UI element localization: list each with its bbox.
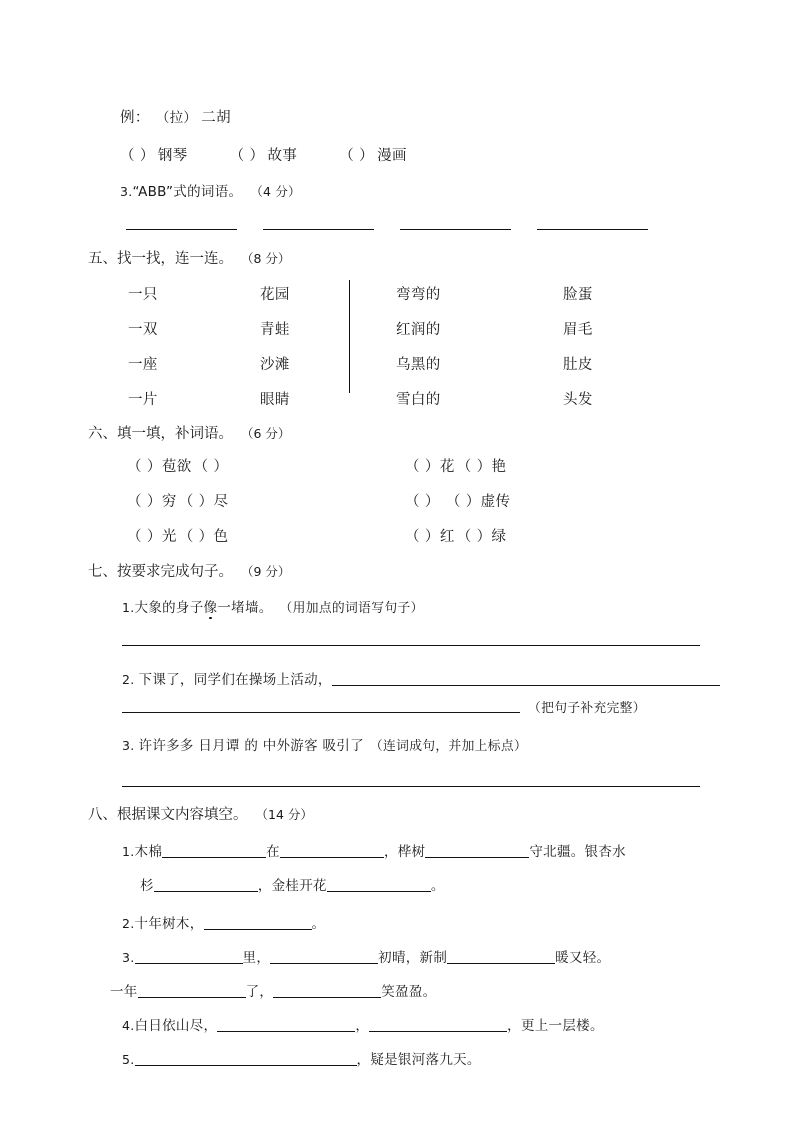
idiom-2-r-paren1[interactable]: （ ） — [405, 494, 440, 510]
fill-3-blank-5[interactable] — [273, 983, 381, 998]
sentence-item-3-number: 3. — [122, 738, 135, 753]
blank-paren-2[interactable]: （ ） — [229, 148, 265, 164]
match-left-a-4-label: 一片 — [128, 392, 158, 408]
section-5-heading — [88, 247, 290, 268]
match-left-a-2-label: 一双 — [128, 322, 158, 338]
fill-3-t6: 笑盈盈。 — [381, 984, 437, 1000]
fill-3-t4: 一年 — [110, 984, 138, 1000]
match-right-b-4-label: 头发 — [563, 392, 593, 408]
match-left-b-1-label: 花园 — [260, 287, 290, 303]
fill-3-t3: 暖又轻。 — [555, 950, 611, 966]
sentence-item-2-hint — [528, 697, 646, 716]
fill-1-blank-3[interactable] — [425, 843, 529, 858]
fill-3-t1: 里， — [242, 950, 271, 966]
sentence-item-1-answer-line[interactable] — [122, 645, 700, 646]
fill-1-blank-4[interactable] — [154, 877, 258, 892]
idiom-row-3-left[interactable] — [127, 525, 228, 546]
match-right-b-4[interactable] — [563, 388, 593, 409]
fill-item-3-line-2 — [110, 980, 436, 1000]
idiom-row-2-right[interactable] — [405, 490, 510, 511]
section-6-number: 六、 — [88, 426, 117, 442]
idiom-1-l-word1: 苞欲 — [161, 459, 192, 475]
section-5-number: 五、 — [88, 251, 117, 267]
fill-3-blank-2[interactable] — [270, 949, 378, 964]
fill-5-blank-1[interactable] — [135, 1051, 357, 1066]
abb-answer-line-3[interactable] — [400, 229, 511, 230]
match-right-a-1-label: 弯弯的 — [396, 287, 441, 303]
fill-4-blank-2[interactable] — [369, 1017, 507, 1032]
idiom-2-l-word1: 穷 — [161, 494, 177, 510]
match-left-a-2[interactable] — [128, 318, 158, 339]
idiom-1-r-paren1[interactable]: （ ） — [405, 459, 440, 475]
idiom-3-r-paren1[interactable]: （ ） — [405, 529, 440, 545]
sentence-item-1 — [122, 596, 424, 616]
subquestion-3-number: 3. — [120, 184, 133, 199]
section-6-score: （6 分） — [241, 426, 291, 441]
idiom-row-1-left[interactable] — [127, 455, 228, 476]
section-6-heading — [88, 422, 290, 443]
section-7-heading — [88, 560, 290, 581]
section-8-heading — [88, 803, 313, 824]
fill-3-t2: 初晴，新制 — [378, 950, 448, 966]
example-answer: （拉） — [155, 110, 198, 126]
fill-1-t7: 。 — [430, 878, 445, 894]
blank-word-3: 漫画 — [377, 148, 407, 164]
example-label: 例： — [120, 110, 150, 126]
sentence-item-2-blank-a[interactable] — [332, 671, 720, 686]
sentence-item-2-blank-b[interactable] — [122, 712, 520, 713]
fill-4-t1: 白日依山尽， — [134, 1018, 218, 1034]
fill-item-3-line-1 — [122, 946, 610, 966]
section-5-score: （8 分） — [241, 251, 291, 266]
fill-4-blank-1[interactable] — [217, 1017, 355, 1032]
match-right-a-3[interactable] — [396, 353, 441, 374]
match-left-a-1[interactable] — [128, 283, 158, 304]
idiom-2-l-word2: 尽 — [213, 494, 229, 510]
match-left-b-2[interactable] — [260, 318, 290, 339]
sentence-item-1-dotted-word: 像 — [204, 596, 218, 616]
blank-paren-3[interactable]: （ ） — [339, 148, 375, 164]
fill-2-t1: 十年树木， — [134, 916, 204, 932]
example-object: 二胡 — [201, 110, 232, 126]
section-7-score: （9 分） — [241, 564, 291, 579]
match-left-b-1[interactable] — [260, 283, 290, 304]
idiom-row-1-right[interactable] — [405, 455, 506, 476]
match-left-b-2-label: 青蛙 — [260, 322, 290, 338]
match-right-a-4[interactable] — [396, 388, 441, 409]
example-line — [120, 106, 231, 127]
section-8-score: （14 分） — [255, 807, 313, 822]
section-6-title: 填一填，补词语。 — [117, 426, 233, 442]
idiom-1-r-word2: 艳 — [491, 459, 507, 475]
idiom-1-l-paren1[interactable]: （ ） — [127, 459, 162, 475]
blank-word-1: 钢琴 — [157, 148, 188, 164]
sentence-item-2-number: 2. — [122, 672, 135, 687]
idiom-3-l-word1: 光 — [161, 529, 177, 545]
match-left-a-3-label: 一座 — [128, 357, 158, 373]
match-right-b-1[interactable] — [563, 283, 593, 304]
fill-1-t5: 杉 — [140, 878, 154, 894]
fill-item-1-number: 1. — [122, 844, 135, 859]
idiom-3-r-word2: 绿 — [491, 529, 507, 545]
fill-item-2-number: 2. — [122, 916, 135, 931]
fill-item-1-line-1 — [122, 840, 626, 860]
fill-item-4-number: 4. — [122, 1018, 135, 1033]
fill-item-5-number: 5. — [122, 1052, 135, 1067]
blank-paren-1[interactable]: （ ） — [120, 148, 155, 164]
section-8-title: 根据课文内容填空。 — [117, 807, 248, 823]
section-8-number: 八、 — [88, 807, 117, 823]
fill-item-4 — [122, 1014, 604, 1034]
example-blanks-row — [120, 144, 407, 165]
idiom-3-r-paren2[interactable]: （ ） — [456, 529, 492, 545]
fill-1-t1: 木棉 — [134, 844, 163, 860]
fill-item-3-number: 3. — [122, 950, 135, 965]
abb-answer-line-2[interactable] — [263, 229, 374, 230]
match-right-a-4-label: 雪白的 — [396, 392, 441, 408]
fill-item-2 — [122, 912, 325, 932]
fill-1-blank-1[interactable] — [162, 843, 266, 858]
match-left-b-3[interactable] — [260, 353, 290, 374]
fill-item-1-line-2 — [140, 874, 445, 894]
fill-4-t2: ， — [355, 1018, 370, 1034]
idiom-2-l-paren1[interactable]: （ ） — [127, 494, 162, 510]
sentence-item-1-text-after: 一堵墙。 — [217, 600, 273, 616]
match-right-b-1-label: 脸蛋 — [563, 287, 593, 303]
match-right-a-3-label: 乌黑的 — [396, 357, 441, 373]
idiom-1-l-paren2[interactable]: （ ） — [193, 459, 229, 475]
subquestion-3-score: （4 分） — [250, 184, 301, 199]
section-5-title: 找一找，连一连。 — [117, 251, 233, 267]
idiom-2-r-paren2[interactable]: （ ） — [445, 494, 481, 510]
fill-3-t5: 了， — [245, 984, 274, 1000]
idiom-2-r-word2: 虚传 — [480, 494, 511, 510]
idiom-row-3-right[interactable] — [405, 525, 506, 546]
match-left-b-4-label: 眼睛 — [260, 392, 290, 408]
match-right-b-3[interactable] — [563, 353, 593, 374]
sentence-item-3-hint: （连词成句，并加上标点） — [369, 739, 528, 754]
match-right-a-2-label: 红润的 — [396, 322, 441, 338]
fill-3-blank-1[interactable] — [135, 949, 243, 964]
subquestion-3-abb — [120, 180, 301, 200]
fill-1-blank-5[interactable] — [327, 877, 431, 892]
fill-1-t2: 在 — [266, 844, 280, 860]
match-right-a-1[interactable] — [396, 283, 441, 304]
fill-item-5 — [122, 1048, 481, 1068]
match-right-a-2[interactable] — [396, 318, 441, 339]
fill-1-t6: ，金桂开花 — [257, 878, 327, 894]
sentence-item-2-text: 下课了，同学们在操场上活动， — [138, 672, 332, 688]
fill-4-t3: ，更上一层楼。 — [507, 1018, 604, 1034]
match-left-a-4[interactable] — [128, 388, 158, 409]
sentence-item-1-text-before: 大象的身子 — [134, 600, 204, 616]
section-7-number: 七、 — [88, 564, 117, 580]
match-group-divider — [349, 280, 350, 393]
subquestion-3-text: “ABB”式的词语。 — [132, 184, 243, 200]
match-left-a-3[interactable] — [128, 353, 158, 374]
sentence-item-3-answer-line[interactable] — [122, 786, 700, 787]
match-left-b-4[interactable] — [260, 388, 290, 409]
fill-2-t2: 。 — [311, 916, 326, 932]
fill-3-blank-3[interactable] — [447, 949, 555, 964]
abb-answer-line-4[interactable] — [537, 229, 648, 230]
match-right-b-2[interactable] — [563, 318, 593, 339]
match-right-b-3-label: 肚皮 — [563, 357, 593, 373]
idiom-3-l-paren2[interactable]: （ ） — [178, 529, 214, 545]
fill-5-t1: ，疑是银河落九天。 — [356, 1052, 481, 1068]
idiom-3-l-paren1[interactable]: （ ） — [127, 529, 162, 545]
match-right-b-2-label: 眉毛 — [563, 322, 593, 338]
blank-word-2: 故事 — [267, 148, 298, 164]
fill-3-blank-4[interactable] — [138, 983, 246, 998]
idiom-1-r-word1: 花 — [439, 459, 455, 475]
idiom-2-l-paren2[interactable]: （ ） — [178, 494, 214, 510]
section-7-title: 按要求完成句子。 — [117, 564, 233, 580]
idiom-row-2-left[interactable] — [127, 490, 228, 511]
sentence-item-2 — [122, 668, 720, 688]
idiom-3-l-word2: 色 — [213, 529, 229, 545]
fill-1-t4: 守北疆。银杏水 — [529, 844, 626, 860]
abb-answer-line-1[interactable] — [126, 229, 237, 230]
match-left-b-3-label: 沙滩 — [260, 357, 290, 373]
sentence-item-3 — [122, 734, 527, 754]
sentence-item-3-text: 许许多多 日月谭 的 中外游客 吸引了 — [138, 738, 364, 754]
sentence-item-1-number: 1. — [122, 600, 135, 615]
fill-2-blank-1[interactable] — [204, 915, 312, 930]
match-left-a-1-label: 一只 — [128, 287, 158, 303]
sentence-item-1-hint: （用加点的词语写句子） — [279, 601, 424, 616]
sentence-item-2-hint-label: （把句子补充完整） — [528, 701, 646, 716]
fill-1-t3: ，桦树 — [383, 844, 426, 860]
idiom-3-r-word1: 红 — [439, 529, 455, 545]
idiom-1-r-paren2[interactable]: （ ） — [456, 459, 492, 475]
fill-1-blank-2[interactable] — [280, 843, 384, 858]
